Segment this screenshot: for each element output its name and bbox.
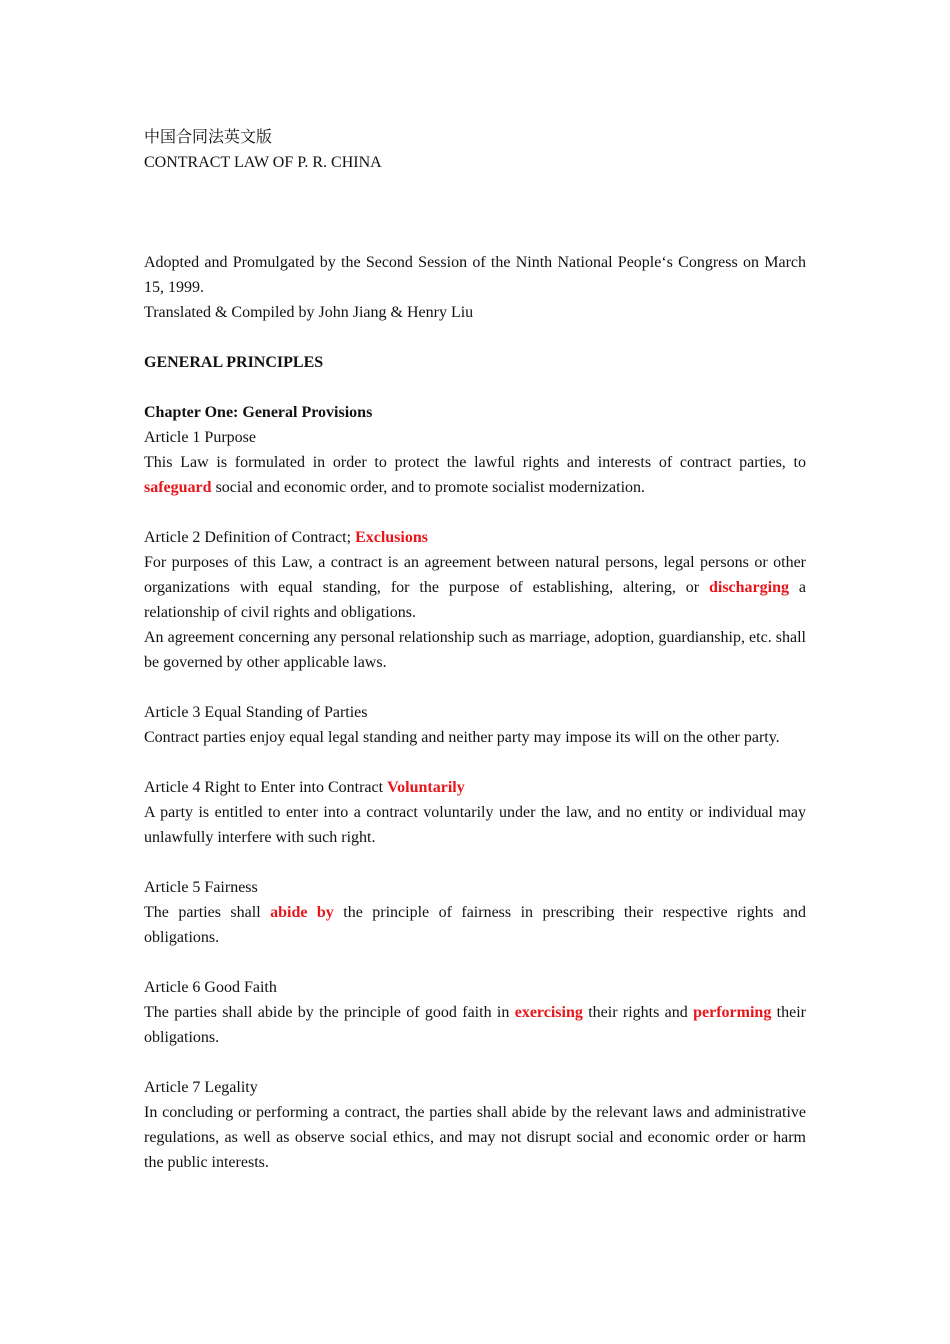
highlighted-term: discharging <box>708 579 789 596</box>
highlighted-term: performing <box>693 1004 772 1021</box>
article-title <box>144 525 806 550</box>
translator-credit: Translated & Compiled by John Jiang & Henry Liu <box>144 304 474 321</box>
article-title: Article 1 Purpose <box>144 429 256 446</box>
highlighted-term: Exclusions <box>355 529 428 546</box>
section-heading: GENERAL PRINCIPLES <box>144 354 324 371</box>
body-text: their obligations. <box>144 1004 806 1046</box>
article-title: Article 7 Legality <box>144 1079 258 1096</box>
body-text: social and economic order, and to promote socialist modernization. <box>211 479 646 496</box>
adoption-statement: Adopted and Promulgated by the Second Session of the Ninth National People‘s Congress on March 15, 1999. <box>144 254 806 296</box>
spacer <box>144 950 806 975</box>
spacer <box>144 675 806 700</box>
spacer <box>144 375 806 400</box>
article-body <box>144 1000 806 1050</box>
article-body <box>144 900 806 950</box>
english-title: CONTRACT LAW OF P. R. CHINA <box>144 154 382 171</box>
title-text: Article 4 Right to Enter into Contract <box>144 779 388 796</box>
body-text: This Law is formulated in order to protect the lawful rights and interests of contract parties, to <box>144 454 806 471</box>
highlighted-term: safeguard <box>144 479 212 496</box>
chinese-title: 中国合同法英文版 <box>144 129 273 146</box>
article-body: Contract parties enjoy equal legal standing and neither party may impose its will on the other party. <box>144 729 780 746</box>
body-text: a relationship of civil rights and obligations. <box>144 579 806 621</box>
spacer <box>144 1050 806 1075</box>
document-page <box>144 125 806 1175</box>
body-text: the principle of fairness in prescribing their respective rights and obligations. <box>144 904 806 946</box>
spacer <box>144 500 806 525</box>
article-title: Article 5 Fairness <box>144 879 258 896</box>
article-body: In concluding or performing a contract, the parties shall abide by the relevant laws and administrative regulations, as well as observe social ethics, and may not disrupt social and economic order or harm the public interests. <box>144 1104 806 1171</box>
chapter-heading: Chapter One: General Provisions <box>144 404 373 421</box>
article-title: Article 6 Good Faith <box>144 979 277 996</box>
article-title <box>144 775 806 800</box>
highlighted-term: exercising <box>514 1004 583 1021</box>
article-body <box>144 450 806 500</box>
body-text: For purposes of this Law, a contract is an agreement between natural persons, legal persons or other organizations with equal standing, for the purpose of establishing, altering, or <box>144 554 806 596</box>
spacer <box>144 325 806 350</box>
spacer <box>144 750 806 775</box>
article-title: Article 3 Equal Standing of Parties <box>144 704 368 721</box>
spacer <box>144 175 806 250</box>
highlighted-term: abide by <box>270 904 334 921</box>
body-text: their rights and <box>582 1004 694 1021</box>
title-text: Article 2 Definition of Contract; <box>144 529 356 546</box>
article-body <box>144 550 806 625</box>
article-body: An agreement concerning any personal relationship such as marriage, adoption, guardianship, etc. shall be governed by other applicable laws. <box>144 629 806 671</box>
body-text: The parties shall abide by the principle of good faith in <box>144 1004 515 1021</box>
highlighted-term: Voluntarily <box>387 779 465 796</box>
spacer <box>144 850 806 875</box>
article-body: A party is entitled to enter into a contract voluntarily under the law, and no entity or individual may unlawfully interfere with such right. <box>144 804 806 846</box>
body-text: The parties shall <box>144 904 271 921</box>
